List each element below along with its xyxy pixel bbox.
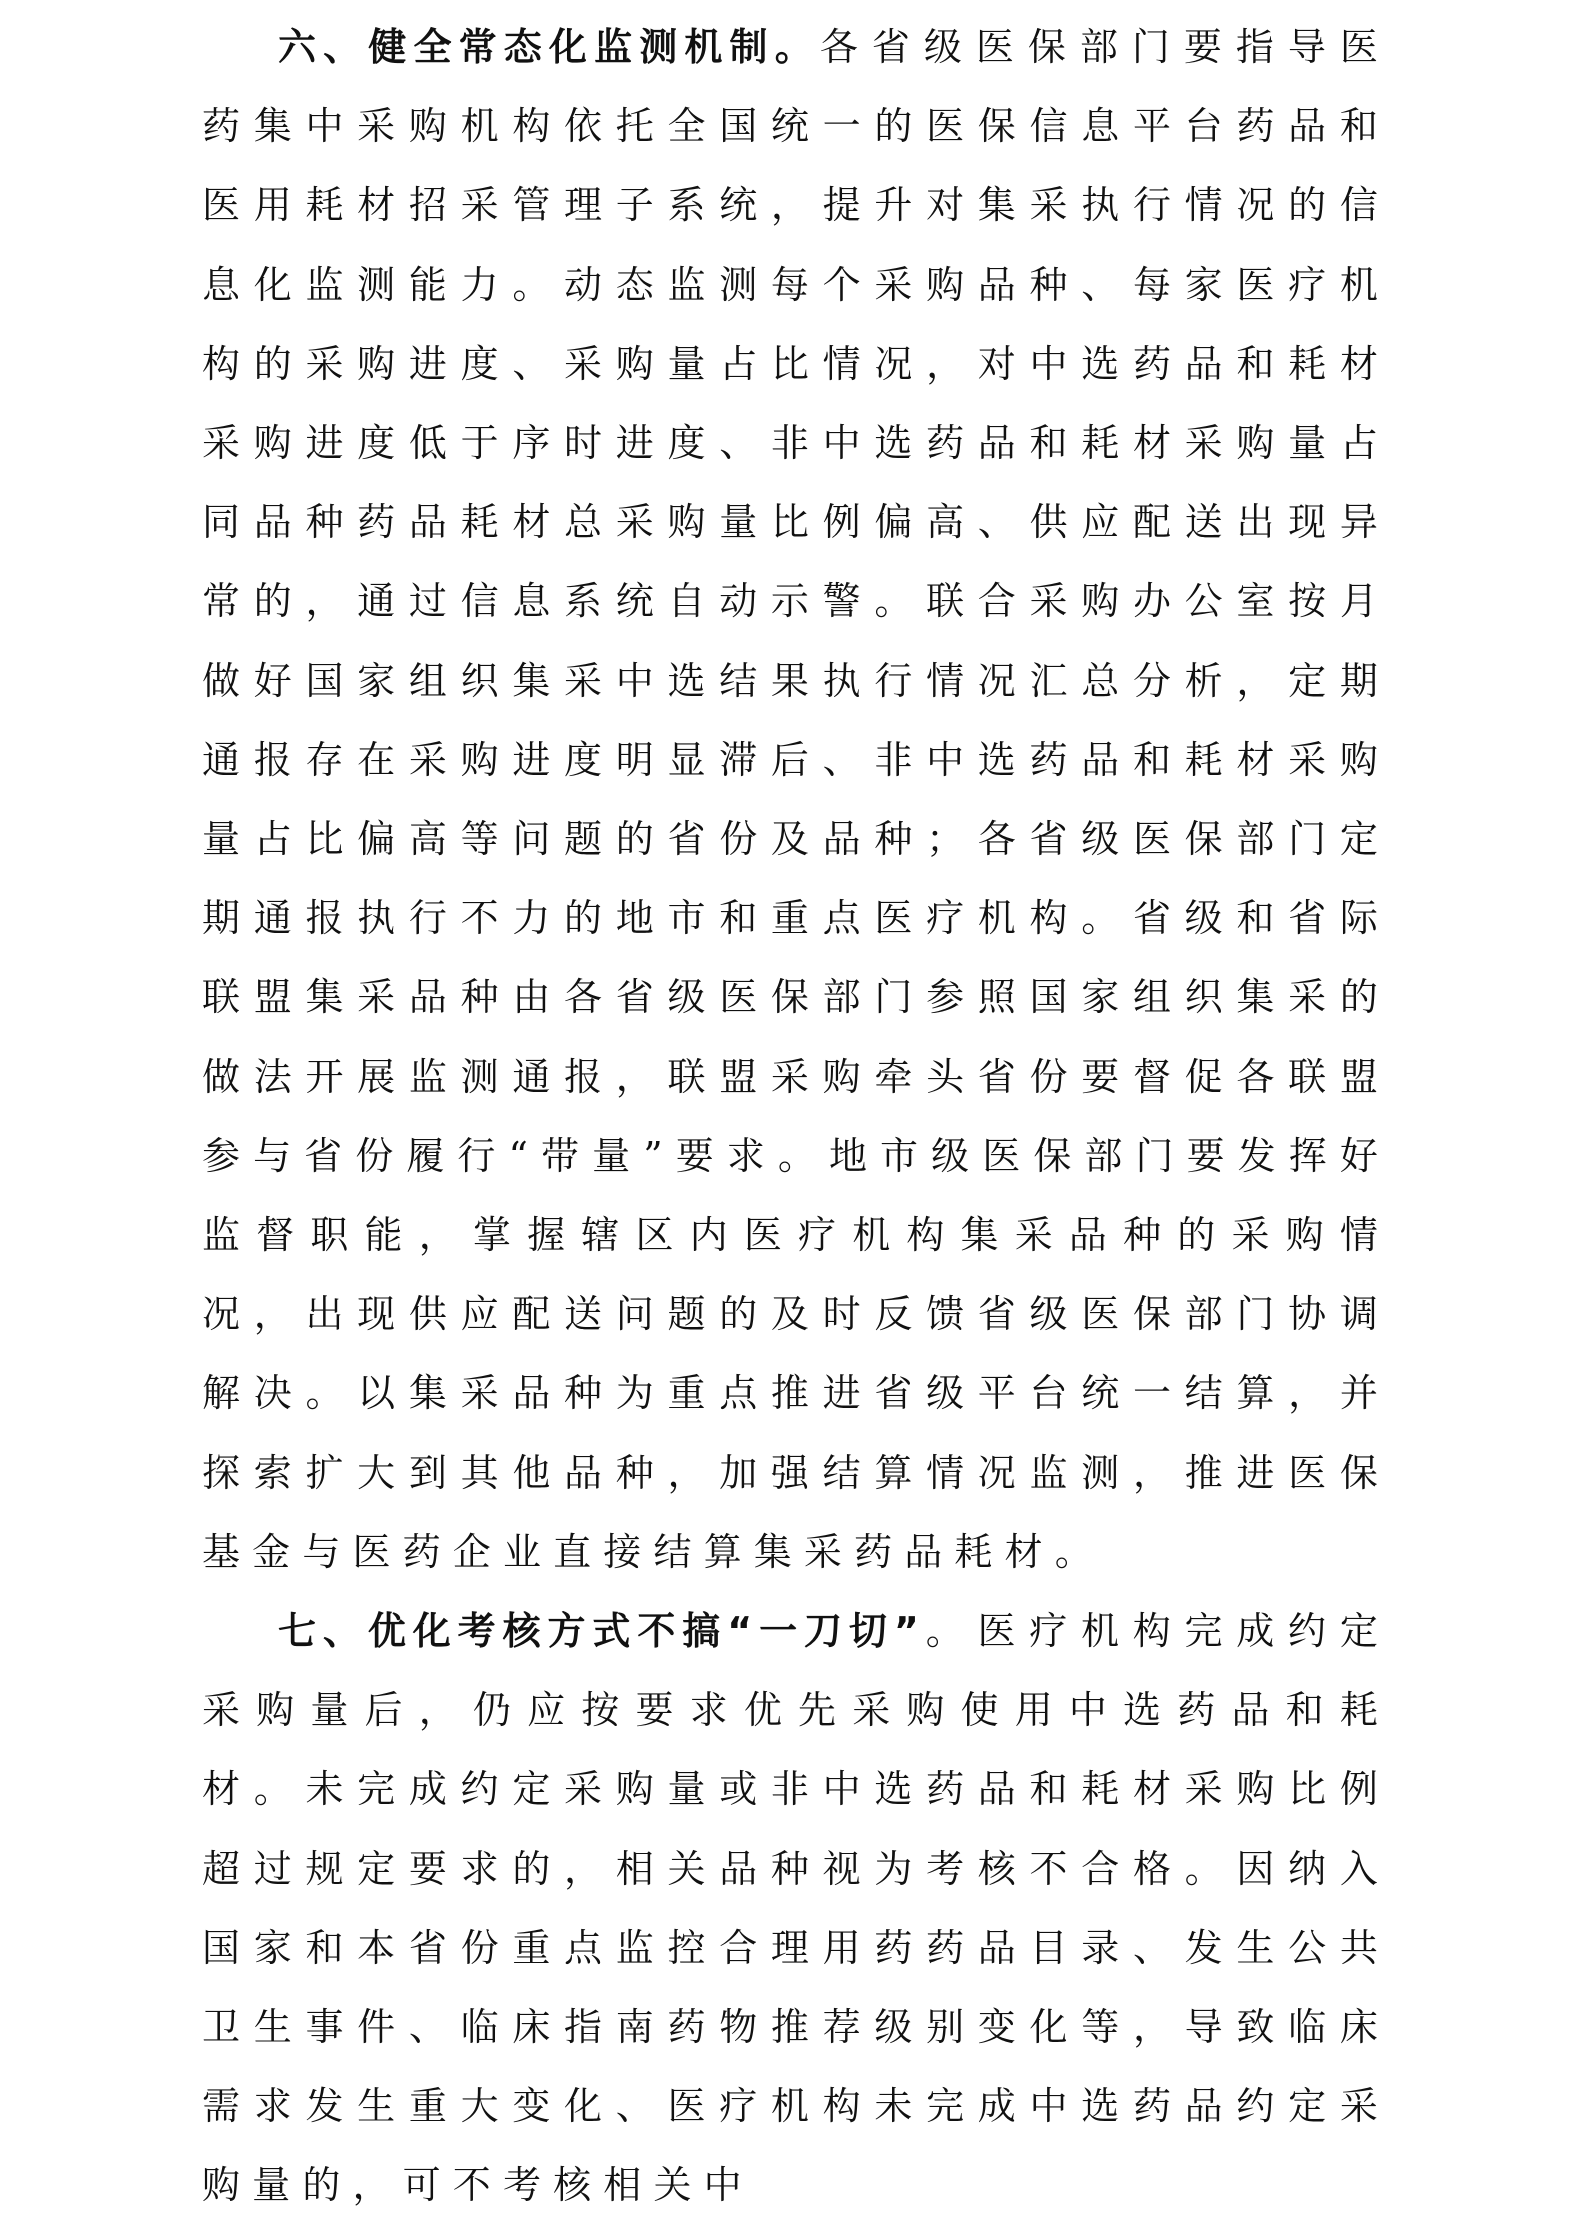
document-body	[202, 8, 1390, 2226]
paragraph-section-6	[202, 8, 1390, 1592]
section-6-body: 各省级医保部门要指导医药集中采购机构依托全国统一的医保信息平台药品和医用耗材招采管理子系统，提升对集采执行情况的信息化监测能力。动态监测每个采购品种、每家医疗机构的采购进度、采购量占比情况，对中选药品和耗材采购进度低于序时进度、非中选药品和耗材采购量占同品种药品耗材总采购量比例偏高、供应配送出现异常的，通过信息系统自动示警。联合采购办公室按月做好国家组织集采中选结果执行情况汇总分析，定期通报存在采购进度明显滞后、非中选药品和耗材采购量占比偏高等问题的省份及品种；各省级医保部门定期通报执行不力的地市和重点医疗机构。省级和省际联盟集采品种由各省级医保部门参照国家组织集采的做法开展监测通报，联盟采购牵头省份要督促各联盟参与省份履行“带量”要求。地市级医保部门要发挥好监督职能，掌握辖区内医疗机构集采品种的采购情况，出现供应配送问题的及时反馈省级医保部门协调解决。以集采品种为重点推进省级平台统一结算，并探索扩大到其他品种，加强结算情况监测，推进医保基金与医药企业直接结算集采药品耗材。	[202, 25, 1390, 1574]
section-7-heading: 七、优化考核方式不搞“一刀切”	[278, 1609, 925, 1654]
section-7-body: 。医疗机构完成约定采购量后，仍应按要求优先采购使用中选药品和耗材。未完成约定采购量或非中选药品和耗材采购比例超过规定要求的，相关品种视为考核不合格。因纳入国家和本省份重点监控合理用药药品目录、发生公共卫生事件、临床指南药物推荐级别变化等，导致临床需求发生重大变化、医疗机构未完成中选药品约定采购量的，可不考核相关中	[202, 1609, 1390, 2208]
section-6-heading: 六、健全常态化监测机制。	[278, 25, 820, 69]
paragraph-section-7	[202, 1592, 1390, 2226]
